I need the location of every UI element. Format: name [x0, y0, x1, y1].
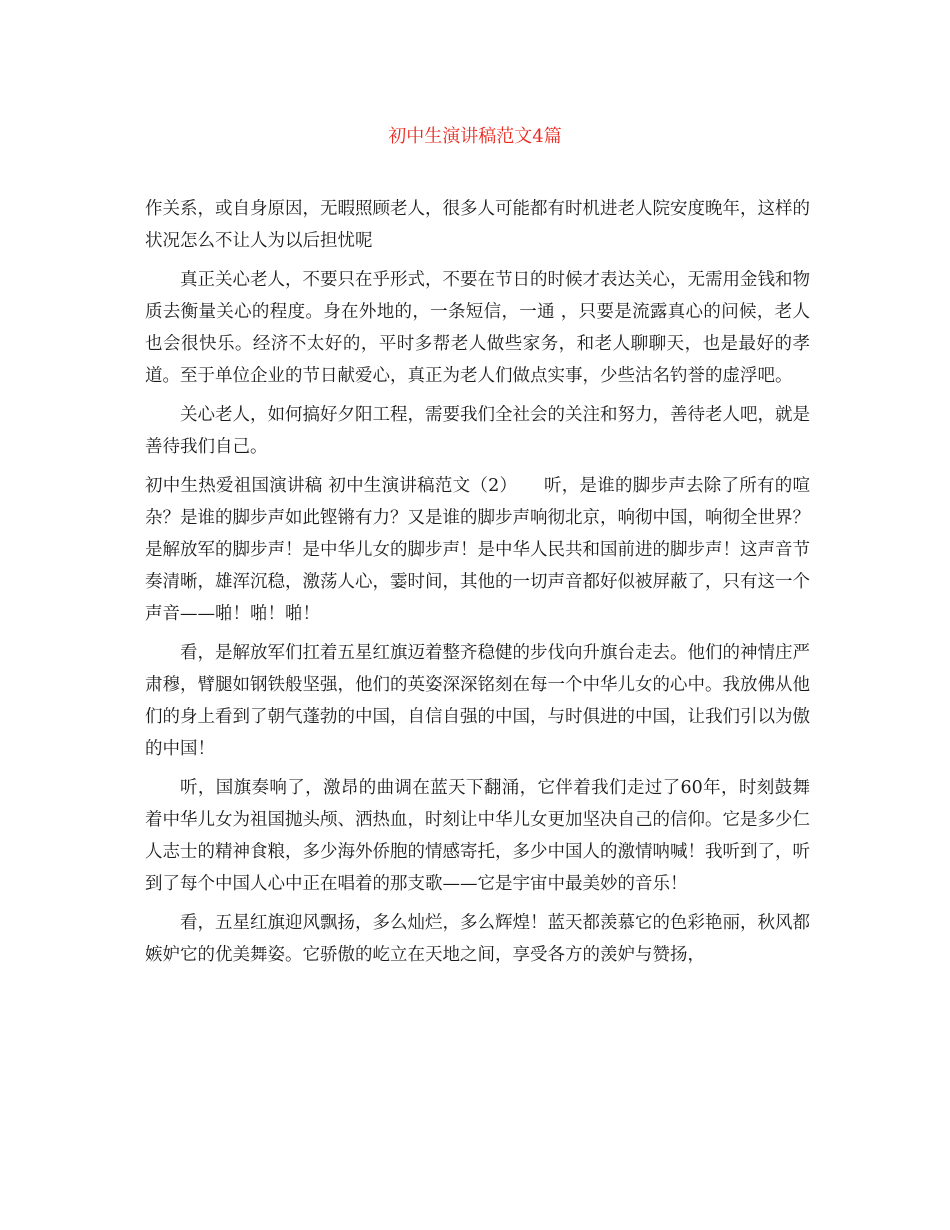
paragraph: 真正关心老人，不要只在乎形式，不要在节日的时候才表达关心，无需用金钱和物质去衡量关心的程度。身在外地的，一条短信，一通 ，只要是流露真心的问候，老人也会很快乐。经济不太好的，平时多帮老人做些家务，和老人聊聊天，也是最好的孝道。至于单位企业的节日献爱心，真正为老人们做点实事，少些沽名钓誉的虚浮吧。	[145, 270, 810, 386]
paragraph: 看，是解放军们扛着五星红旗迈着整齐稳健的步伐向升旗台走去。他们的神情庄严肃穆，臂腿如钢铁般坚强，他们的英姿深深铭刻在每一个中华儿女的心中。我放佛从他们的身上看到了朝气蓬勃的中国，自信自强的中国，与时俱进的中国，让我们引以为傲的中国！	[145, 643, 810, 759]
paragraph-continuation: 作关系，或自身原因，无暇照顾老人，很多人可能都有时机进老人院安度晚年，这样的状况怎么不让人为以后担忧呢	[145, 199, 810, 251]
paragraph: 听，国旗奏响了，激昂的曲调在蓝天下翻涌，它伴着我们走过了60年，时刻鼓舞着中华儿女为祖国抛头颅、洒热血，时刻让中华儿女更加坚决自己的信仰。它是多少仁人志士的精神食粮，多少海外侨胞的情感寄托，多少中国人的激情呐喊！我听到了，听到了每个中国人心中正在唱着的那支歌——它是宇宙中最美妙的音乐！	[145, 778, 810, 894]
document-body	[145, 193, 810, 978]
document-title: 初中生演讲稿范文4篇	[388, 126, 562, 147]
paragraph: 关心老人，如何搞好夕阳工程，需要我们全社会的关注和努力，善待老人吧，就是善待我们自己。	[145, 405, 810, 457]
paragraph-section-start: 初中生热爱祖国演讲稿 初中生演讲稿范文（2） 听，是谁的脚步声去除了所有的喧杂？是谁的脚步声如此铿锵有力？又是谁的脚步声响彻北京，响彻中国，响彻全世界？是解放军的脚步声！是中华儿女的脚步声！是中华人民共和国前进的脚步声！这声音节奏清晰，雄浑沉稳，激荡人心，霎时间，其他的一切声音都好似被屏蔽了，只有这一个声音——啪！啪！啪！	[145, 476, 810, 624]
paragraph: 看，五星红旗迎风飘扬，多么灿烂，多么辉煌！蓝天都羡慕它的色彩艳丽，秋风都嫉妒它的优美舞姿。它骄傲的屹立在天地之间，享受各方的羡妒与赞扬，	[145, 913, 810, 965]
